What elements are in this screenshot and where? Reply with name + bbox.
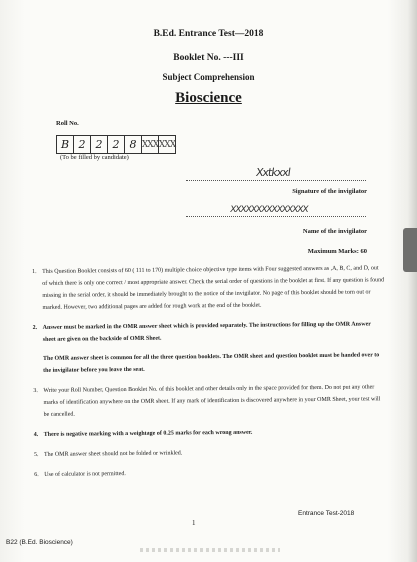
instruction-item: [33, 381, 385, 421]
instruction-text: The OMR answer sheet is common for all the three question booklets. The OMR sheet and question booklet must be handed over to the invigilator before you leave the seat.: [42, 352, 380, 374]
instruction-item: [33, 318, 386, 377]
invigilator-name: XXXXXXXXXXXXXXX: [229, 205, 309, 215]
instruction-text: There is negative marking with a weightage of 0.25 marks for each wrong answer.: [43, 429, 253, 438]
instruction-text: The OMR answer sheet should not be folded or wrinkled.: [43, 450, 183, 458]
instruction-item: [32, 262, 384, 314]
scan-shadow: [140, 548, 280, 552]
instruction-text: Write your Roll Number, Question Booklet No. of this booklet and other details only in the space provided for them. Do not put any other marks of identification anywhere on the OMR sheet. If any mark of identification is discovered anywhere in your OMR Sheet, your test will be cancelled.: [43, 384, 381, 418]
instruction-text: Answer must be marked in the OMR answer sheet which is provided separately. The instructions for filling up the OMR Answer sheet are given on the backside of OMR Sheet.: [42, 321, 371, 343]
roll-cell: 8: [124, 135, 142, 154]
roll-cell: 2: [73, 135, 91, 154]
signature-line: [186, 180, 366, 181]
roll-cell-crossed: XXX: [158, 135, 176, 154]
invigilator-signature: Xxtkxxl: [255, 166, 291, 179]
booklet-number: Booklet No. ---III: [173, 53, 244, 63]
instruction-number: 3.: [33, 387, 38, 394]
instruction-number: 1.: [32, 268, 37, 275]
roll-cell: 2: [107, 135, 125, 154]
roll-number-label: Roll No.: [56, 120, 79, 127]
page-edge: [407, 0, 417, 562]
instructions-list: [32, 262, 386, 489]
name-label: Name of the invigilator: [302, 228, 367, 235]
instruction-item: [34, 445, 386, 461]
roll-cell: B: [56, 135, 74, 154]
instruction-number: 4.: [33, 431, 39, 438]
instruction-text: Use of calculator is not permitted.: [44, 471, 126, 478]
subject-label: Subject Comprehension: [162, 72, 255, 82]
binder-tab: [403, 228, 417, 272]
name-line: [186, 216, 366, 217]
roll-number-boxes: [56, 135, 175, 154]
instruction-item: [34, 465, 386, 481]
subject-title: Bioscience: [175, 90, 242, 106]
roll-cell-crossed: XXX: [141, 135, 159, 154]
instruction-text: This Question Booklet consists of 60 ( 111 to 170) multiple choice objective type items with Four suggested answers as ,A, B, C, and D, out of which there is only one correct / most appropriate answer. Check the serial order of questions in the booklet at first. If any question is found missing in the serial order, it should be immediately brought to the notice of the invigilator. No page of this booklet should be torn out or marked. However, two additional pages are added for rough work at the end of the booklet.: [42, 265, 385, 311]
footer-right: Entrance Test-2018: [298, 510, 355, 517]
maximum-marks: Maximum Marks: 60: [307, 248, 367, 255]
roll-number-note: (To be filled by candidate): [60, 154, 129, 161]
footer-left: B22 (B.Ed. Bioscience): [6, 539, 73, 546]
instruction-number: 6.: [34, 471, 39, 478]
instruction-number: 5.: [33, 451, 39, 458]
test-title: B.Ed. Entrance Test—2018: [153, 29, 264, 39]
instruction-item: [34, 425, 386, 441]
instruction-number: 2.: [32, 324, 38, 331]
roll-cell: 2: [90, 135, 108, 154]
page-number: 1: [192, 519, 196, 527]
signature-label: Signature of the invigilator: [292, 188, 367, 195]
